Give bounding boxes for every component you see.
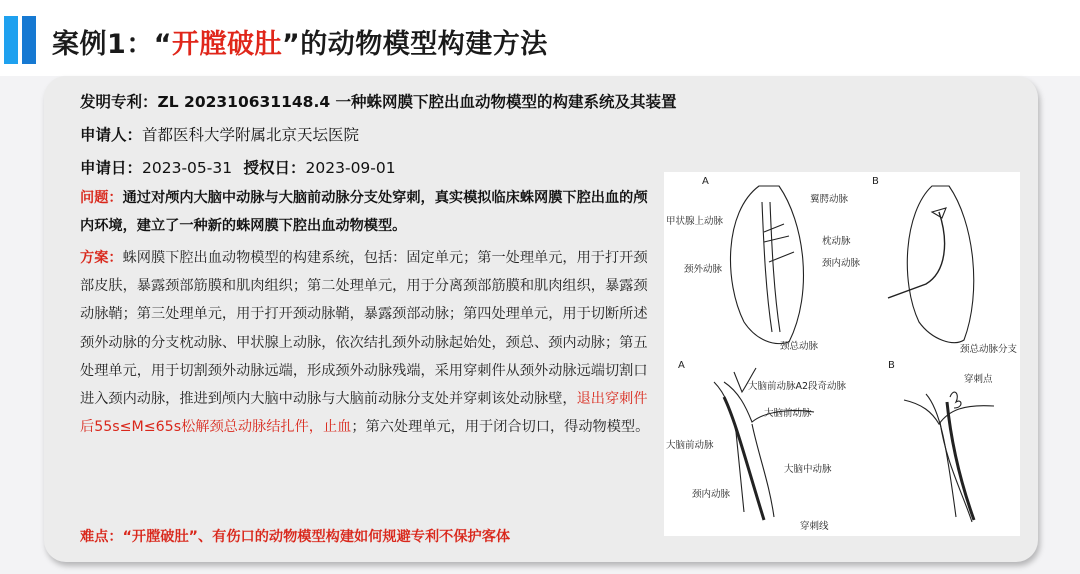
puncture-point-mark xyxy=(950,392,961,408)
figure-label: 枕动脉 xyxy=(822,236,851,247)
artery-line xyxy=(770,202,780,332)
page-title xyxy=(52,22,548,61)
title-bar xyxy=(0,0,1080,76)
ica-right-wall xyxy=(752,424,774,517)
apply-date-label: 申请日： xyxy=(80,159,143,177)
figure-label: 穿刺线 xyxy=(800,521,829,532)
panel-label: B xyxy=(872,176,879,187)
figure-label: 颈内动脉 xyxy=(692,489,731,500)
ica-wall-left xyxy=(940,422,972,522)
title-prefix: 案例1：“ xyxy=(52,29,173,60)
figure-label: 颈总动脉分支 xyxy=(960,344,1018,355)
solution-highlight: 退出穿刺件后55s≤M≤65s松解颈总动脉结扎件，止血 xyxy=(80,391,648,436)
dates-line xyxy=(80,156,396,178)
solution-label: 方案： xyxy=(80,250,123,266)
figure-label: 颈内动脉 xyxy=(822,258,861,269)
anatomy-drawings xyxy=(664,172,1020,536)
applicant-line xyxy=(80,123,359,145)
patent-line xyxy=(80,90,677,112)
branch-lines xyxy=(764,224,794,262)
figure-label: 甲状腺上动脉 xyxy=(666,216,724,227)
title-accent-bar xyxy=(22,16,36,64)
panel-label: A xyxy=(702,176,709,187)
figure-label: 穿刺点 xyxy=(964,374,993,385)
panel-label: B xyxy=(888,360,895,371)
title-suffix: ”的动物模型构建方法 xyxy=(282,29,548,60)
title-accent-bar xyxy=(4,16,18,64)
grant-date-value: 2023-09-01 xyxy=(305,159,396,177)
puncture-line xyxy=(947,402,974,520)
catheter-line xyxy=(888,212,945,298)
grant-date-label: 授权日： xyxy=(243,159,306,177)
applicant-label: 申请人： xyxy=(80,126,143,144)
solution-paragraph xyxy=(80,244,660,441)
figure-label: 颈外动脉 xyxy=(684,264,723,275)
patent-number: ZL 202310631148.4 一种蛛网膜下腔出血动物模型的构建系统及其装置 xyxy=(157,93,677,111)
solution-text-end: ；第六处理单元，用于闭合切口，得动物模型。 xyxy=(351,419,650,436)
title-highlight: 开膛破肚 xyxy=(172,29,283,60)
anatomy-figure xyxy=(664,172,1020,536)
figure-label: 大脑前动脉 xyxy=(666,440,714,451)
patent-label: 发明专利： xyxy=(80,93,158,111)
neck-outline-left xyxy=(730,186,803,344)
difficulty-line: 难点：“开膛破肚”、有伤口的动物模型构建如何规避专利不保护客体 xyxy=(80,529,511,545)
applicant-value: 首都医科大学附属北京天坛医院 xyxy=(142,126,360,144)
figure-label: 大脑中动脉 xyxy=(784,464,832,475)
panel-label: A xyxy=(678,360,685,371)
figure-label: 大脑前动脉A2段奇动脉 xyxy=(748,381,847,392)
figure-label: 翼腭动脉 xyxy=(810,194,849,205)
figure-label: 颈总动脉 xyxy=(780,341,819,352)
problem-label: 问题： xyxy=(80,190,123,206)
solution-text: 蛛网膜下腔出血动物模型的构建系统，包括：固定单元；第一处理单元，用于打开颈部皮肤，暴露颈部筋膜和肌肉组织；第二处理单元，用于分离颈部筋膜和肌肉组织，暴露颈动脉鞘；第三处理单元，用于打开颈动脉鞘，暴露颈部动脉；第四处理单元，用于切断所述颈外动脉的分支枕动脉、甲状腺上动脉，依次结扎颈外动脉起始处，颈总、颈内动脉；第五处理单元，用于切割颈外动脉远端，形成颈外动脉残端，采用穿刺件从颈外动脉远端切割口进入颈内动脉，推进到颅内大脑中动脉与大脑前动脉分支处并穿刺该处动脉壁， xyxy=(80,250,648,408)
problem-text: 通过对颅内大脑中动脉与大脑前动脉分支处穿刺，真实模拟临床蛛网膜下腔出血的颅内环境，建立了一种新的蛛网膜下腔出血动物模型。 xyxy=(80,190,648,235)
apply-date-value: 2023-05-31 xyxy=(142,159,233,177)
puncture-line xyxy=(724,397,764,520)
figure-label: 大脑前动脉 xyxy=(764,408,812,419)
problem-paragraph xyxy=(80,184,660,240)
